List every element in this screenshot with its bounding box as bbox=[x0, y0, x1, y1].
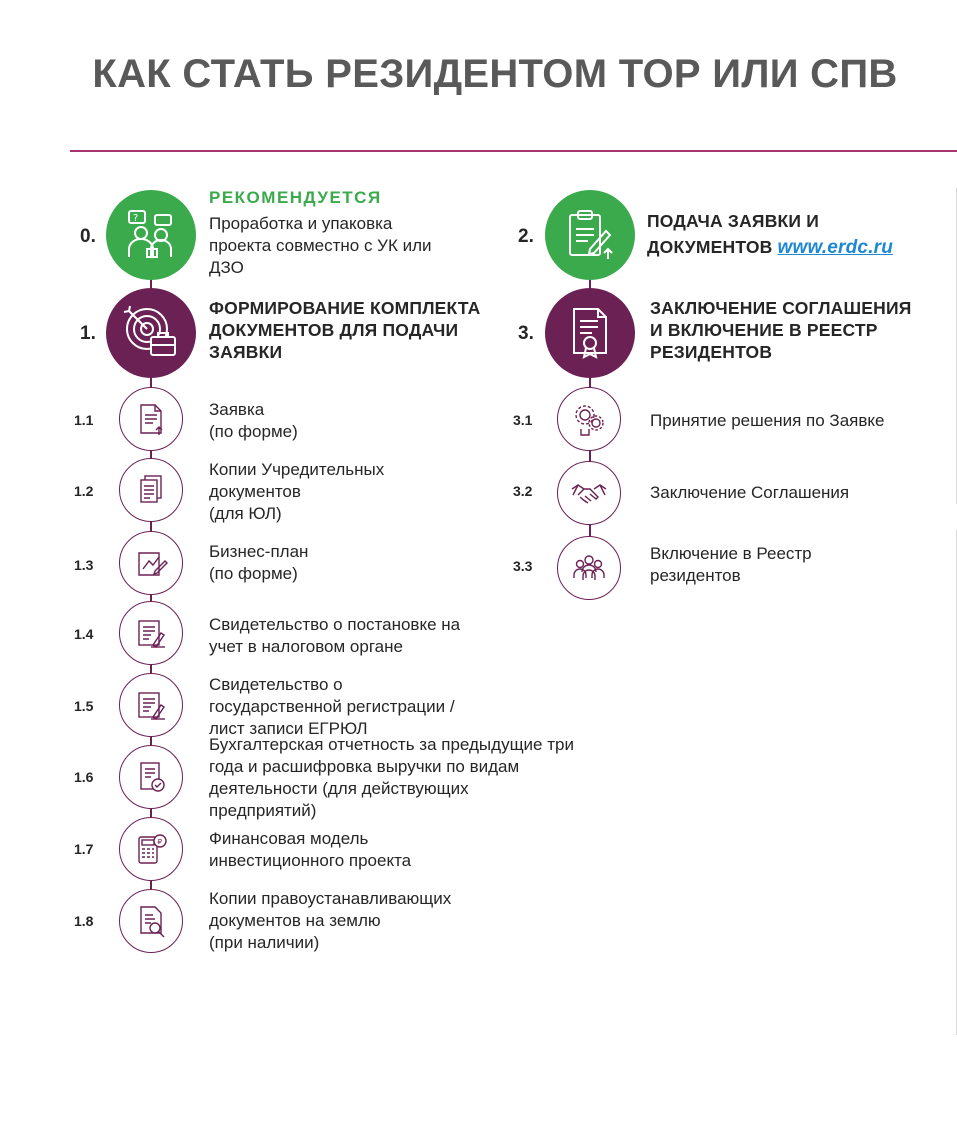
substep-1-3-text bbox=[209, 541, 308, 585]
substep-line: Заявка bbox=[209, 400, 265, 419]
application-document-icon bbox=[133, 401, 169, 437]
substep-line: предприятий) bbox=[209, 801, 317, 820]
substep-1-7-number: 1.7 bbox=[74, 841, 94, 857]
substep-1-5-circle bbox=[119, 673, 183, 737]
title-divider bbox=[70, 150, 957, 152]
handshake-icon bbox=[570, 475, 608, 511]
substep-line: Свидетельство о bbox=[209, 675, 343, 694]
substep-1-5-text bbox=[209, 674, 455, 740]
step-0-line: ДЗО bbox=[209, 258, 244, 277]
substep-1-8-text bbox=[209, 888, 451, 954]
substep-1-4-circle bbox=[119, 601, 183, 665]
substep-line: государственной регистрации / bbox=[209, 697, 455, 716]
step-0-number: 0. bbox=[80, 226, 96, 247]
substep-3-1-text bbox=[650, 410, 884, 432]
step-3-line: РЕЗИДЕНТОВ bbox=[650, 342, 773, 362]
substep-1-1-text bbox=[209, 399, 298, 443]
substep-1-6-circle bbox=[119, 745, 183, 809]
substep-3-2-circle bbox=[557, 461, 621, 525]
substep-1-8-number: 1.8 bbox=[74, 913, 94, 929]
step-1-heading bbox=[209, 297, 481, 363]
step-2-line: ДОКУМЕНТОВ bbox=[647, 237, 773, 257]
substep-line: Бухгалтерская отчетность за предыдущие три bbox=[209, 735, 574, 754]
substep-line: Принятие решения по Заявке bbox=[650, 411, 885, 430]
step-0-line: Проработка и упаковка bbox=[209, 214, 393, 233]
accounting-report-icon bbox=[133, 759, 169, 795]
substep-1-1-circle bbox=[119, 387, 183, 451]
substep-3-2-text bbox=[650, 482, 849, 504]
substep-line: Копии Учредительных bbox=[209, 460, 385, 479]
step-1-line: ФОРМИРОВАНИЕ КОМПЛЕКТА bbox=[209, 298, 481, 318]
substep-line: Заключение Соглашения bbox=[650, 483, 850, 502]
substep-1-2-text bbox=[209, 459, 384, 525]
business-plan-icon bbox=[133, 545, 169, 581]
substep-1-4-text bbox=[209, 614, 460, 658]
step-2-circle bbox=[545, 190, 635, 280]
contract-seal-icon bbox=[562, 305, 618, 361]
svg-text:₽: ₽ bbox=[157, 838, 162, 846]
substep-line: года и расшифровка выручки по видам bbox=[209, 757, 520, 776]
recommended-badge: РЕКОМЕНДУЕТСЯ bbox=[209, 188, 382, 207]
step-3-number: 3. bbox=[518, 323, 534, 344]
substep-line: учет в налоговом органе bbox=[209, 637, 403, 656]
step-2-line: ПОДАЧА ЗАЯВКИ И bbox=[647, 211, 820, 231]
substep-line: (для ЮЛ) bbox=[209, 504, 282, 523]
step-2-heading bbox=[647, 208, 893, 261]
substep-line: резидентов bbox=[650, 566, 741, 585]
step-2-number: 2. bbox=[518, 226, 534, 247]
residents-group-icon bbox=[571, 550, 607, 586]
substep-line: (по форме) bbox=[209, 564, 298, 583]
substep-line: деятельности (для действующих bbox=[209, 779, 469, 798]
step-0-line: проекта совместно с УК или bbox=[209, 236, 432, 255]
step-1-line: ЗАЯВКИ bbox=[209, 342, 283, 362]
substep-line: (при наличии) bbox=[209, 933, 320, 952]
step-1-line: ДОКУМЕНТОВ ДЛЯ ПОДАЧИ bbox=[209, 320, 459, 340]
substep-1-4-number: 1.4 bbox=[74, 626, 94, 642]
substep-1-7-circle bbox=[119, 817, 183, 881]
substep-1-2-number: 1.2 bbox=[74, 483, 94, 499]
step-3-circle bbox=[545, 288, 635, 378]
substep-line: документов bbox=[209, 482, 301, 501]
step-3-line: ЗАКЛЮЧЕНИЕ СОГЛАШЕНИЯ bbox=[650, 298, 912, 318]
substep-line: Копии правоустанавливающих bbox=[209, 889, 452, 908]
substep-line: инвестиционного проекта bbox=[209, 851, 412, 870]
step-1-circle bbox=[106, 288, 196, 378]
substep-line: Бизнес-план bbox=[209, 542, 309, 561]
substep-3-1-number: 3.1 bbox=[513, 412, 533, 428]
page-title: КАК СТАТЬ РЕЗИДЕНТОМ ТОР ИЛИ СПВ bbox=[92, 52, 898, 96]
erdc-link[interactable]: www.erdc.ru bbox=[777, 237, 894, 258]
stacked-documents-icon bbox=[133, 472, 169, 508]
substep-1-3-number: 1.3 bbox=[74, 557, 94, 573]
step-3-heading bbox=[650, 297, 912, 363]
substep-line: Включение в Реестр bbox=[650, 544, 812, 563]
substep-line: (по форме) bbox=[209, 422, 298, 441]
decision-gears-icon bbox=[571, 401, 607, 437]
svg-text:?: ? bbox=[133, 213, 139, 224]
land-document-search-icon bbox=[133, 903, 169, 939]
tax-certificate-icon bbox=[133, 615, 169, 651]
substep-3-3-text bbox=[650, 543, 812, 587]
substep-1-2-circle bbox=[119, 458, 183, 522]
substep-3-2-number: 3.2 bbox=[513, 483, 533, 499]
substep-1-1-number: 1.1 bbox=[74, 412, 94, 428]
substep-1-5-number: 1.5 bbox=[74, 698, 94, 714]
step-2-line-2 bbox=[647, 234, 893, 261]
calculator-icon bbox=[133, 831, 169, 867]
substep-line: Финансовая модель bbox=[209, 829, 369, 848]
substep-line: лист записи ЕГРЮЛ bbox=[209, 719, 368, 738]
registration-certificate-icon bbox=[133, 687, 169, 723]
substep-3-1-circle bbox=[557, 387, 621, 451]
team-consulting-icon bbox=[123, 207, 179, 263]
step-3-line: И ВКЛЮЧЕНИЕ В РЕЕСТР bbox=[650, 320, 878, 340]
target-briefcase-icon bbox=[121, 303, 181, 363]
substep-1-8-circle bbox=[119, 889, 183, 953]
substep-1-6-number: 1.6 bbox=[74, 769, 94, 785]
substep-line: документов на землю bbox=[209, 911, 381, 930]
step-0-text bbox=[209, 213, 432, 279]
substep-1-3-circle bbox=[119, 531, 183, 595]
step-1-number: 1. bbox=[80, 323, 96, 344]
step-0-circle bbox=[106, 190, 196, 280]
clipboard-submit-icon bbox=[562, 207, 618, 263]
substep-3-3-circle bbox=[557, 536, 621, 600]
substep-1-7-text bbox=[209, 828, 411, 872]
substep-1-6-text bbox=[209, 734, 574, 822]
substep-line: Свидетельство о постановке на bbox=[209, 615, 461, 634]
substep-3-3-number: 3.3 bbox=[513, 558, 533, 574]
